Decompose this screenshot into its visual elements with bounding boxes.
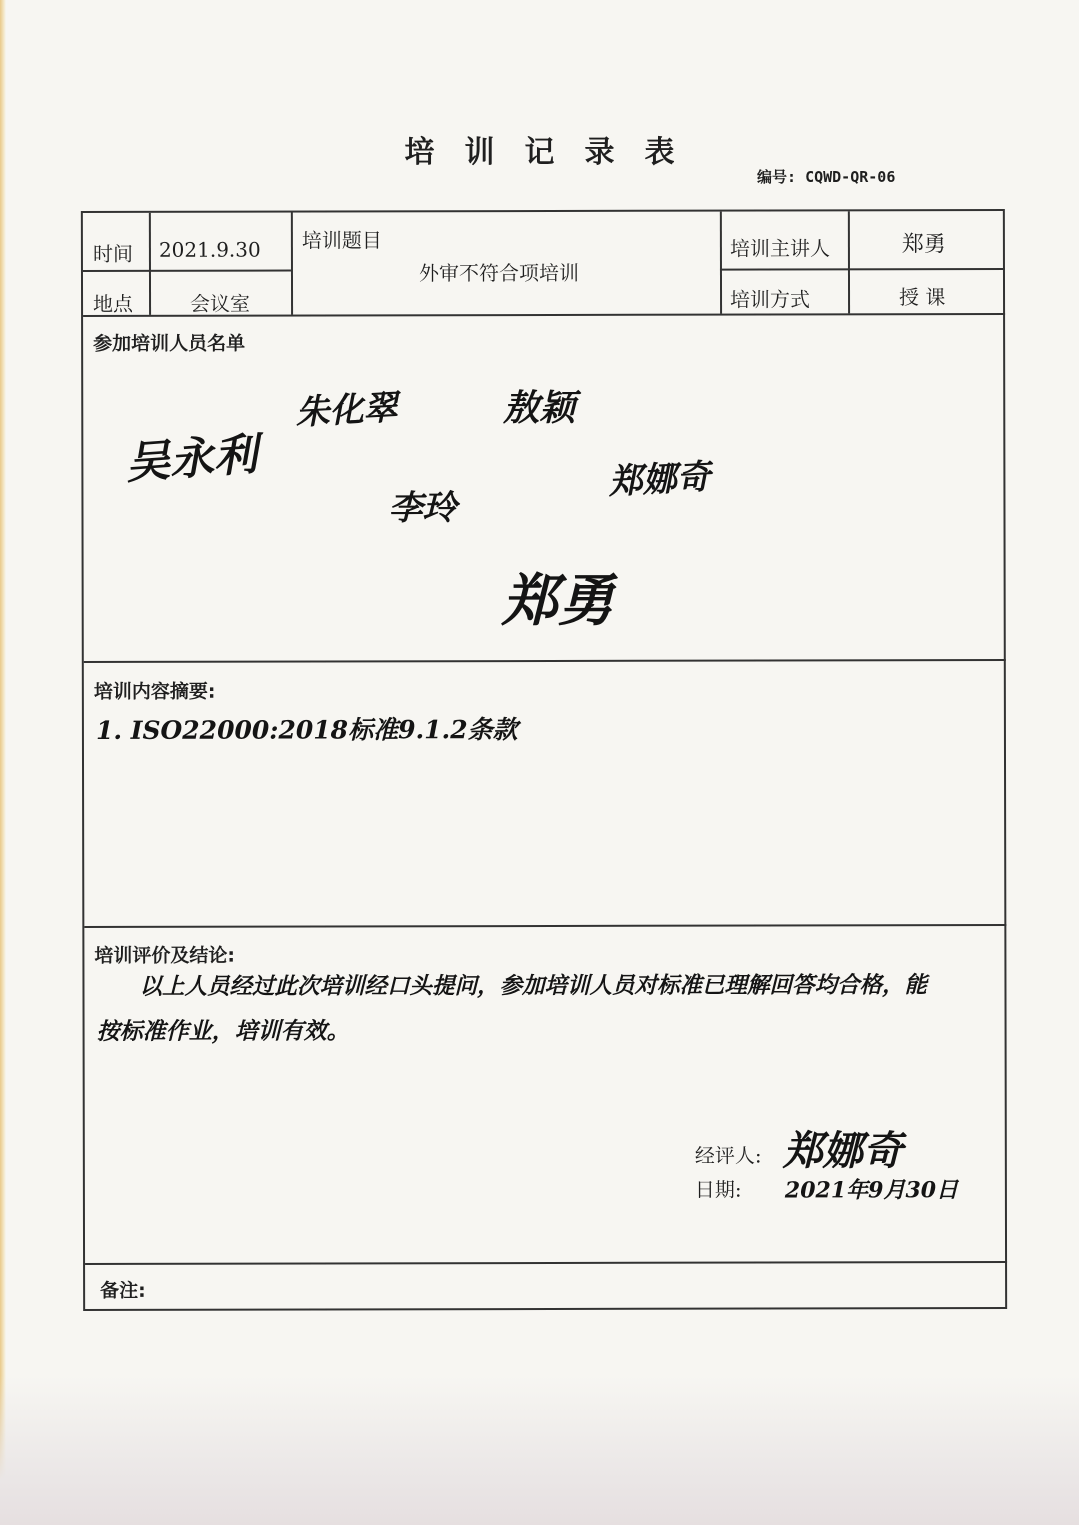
topic-value: 外审不符合项培训 — [418, 260, 580, 286]
evaluation-text-line2: 按标准作业，培训有效。 — [96, 1017, 350, 1045]
divider — [84, 924, 1006, 928]
time-value: 2021.9.30 — [158, 237, 261, 262]
evaluator-signature: 郑娜奇 — [782, 1127, 903, 1175]
divider — [85, 1261, 1007, 1265]
doc-number-label: 编号: — [757, 168, 797, 186]
method-value: 授 课 — [899, 285, 946, 310]
evaluation-date: 2021年9月30日 — [784, 1177, 959, 1204]
doc-number — [757, 166, 895, 187]
participants-label: 参加培训人员名单 — [93, 332, 246, 355]
lecturer-value: 郑勇 — [901, 232, 946, 258]
participant-signature: 敖颖 — [503, 386, 576, 430]
participant-signature: 郑娜奇 — [607, 457, 712, 503]
divider — [848, 211, 850, 313]
page-title: 培训记录表 — [404, 135, 705, 170]
doc-number-value: CQWD-QR-06 — [805, 168, 896, 186]
divider — [84, 659, 1006, 663]
paper-shadow — [0, 1375, 1079, 1525]
date-label: 日期: — [694, 1177, 742, 1202]
evaluation-label: 培训评价及结论: — [94, 944, 236, 967]
evaluator-label: 经评人: — [694, 1143, 762, 1168]
content-summary-text: 1. ISO22000:2018标准9.1.2条款 — [95, 715, 518, 745]
time-label: 时间 — [92, 241, 133, 266]
place-label: 地点 — [93, 291, 134, 316]
evaluation-text-line1: 以上人员经过此次培训经口头提问，参加培训人员对标准已理解回答均合格，能 — [139, 972, 928, 1000]
participant-signature: 李玲 — [388, 488, 457, 529]
training-record-table — [81, 209, 1007, 1311]
participant-signature: 朱化翠 — [294, 387, 399, 434]
place-value: 会议室 — [190, 291, 251, 316]
topic-label: 培训题目 — [301, 228, 382, 253]
divider — [149, 213, 151, 315]
method-label: 培训方式 — [730, 287, 811, 312]
participant-signature: 郑勇 — [501, 567, 614, 635]
lecturer-label: 培训主讲人 — [729, 236, 830, 261]
paper-edge — [0, 0, 6, 1525]
content-summary-label: 培训内容摘要: — [93, 680, 216, 703]
divider — [83, 270, 291, 272]
divider — [720, 212, 722, 314]
remarks-label: 备注: — [100, 1279, 146, 1302]
divider — [291, 213, 293, 315]
divider — [720, 268, 1005, 270]
participant-signature: 吴永利 — [124, 429, 260, 490]
